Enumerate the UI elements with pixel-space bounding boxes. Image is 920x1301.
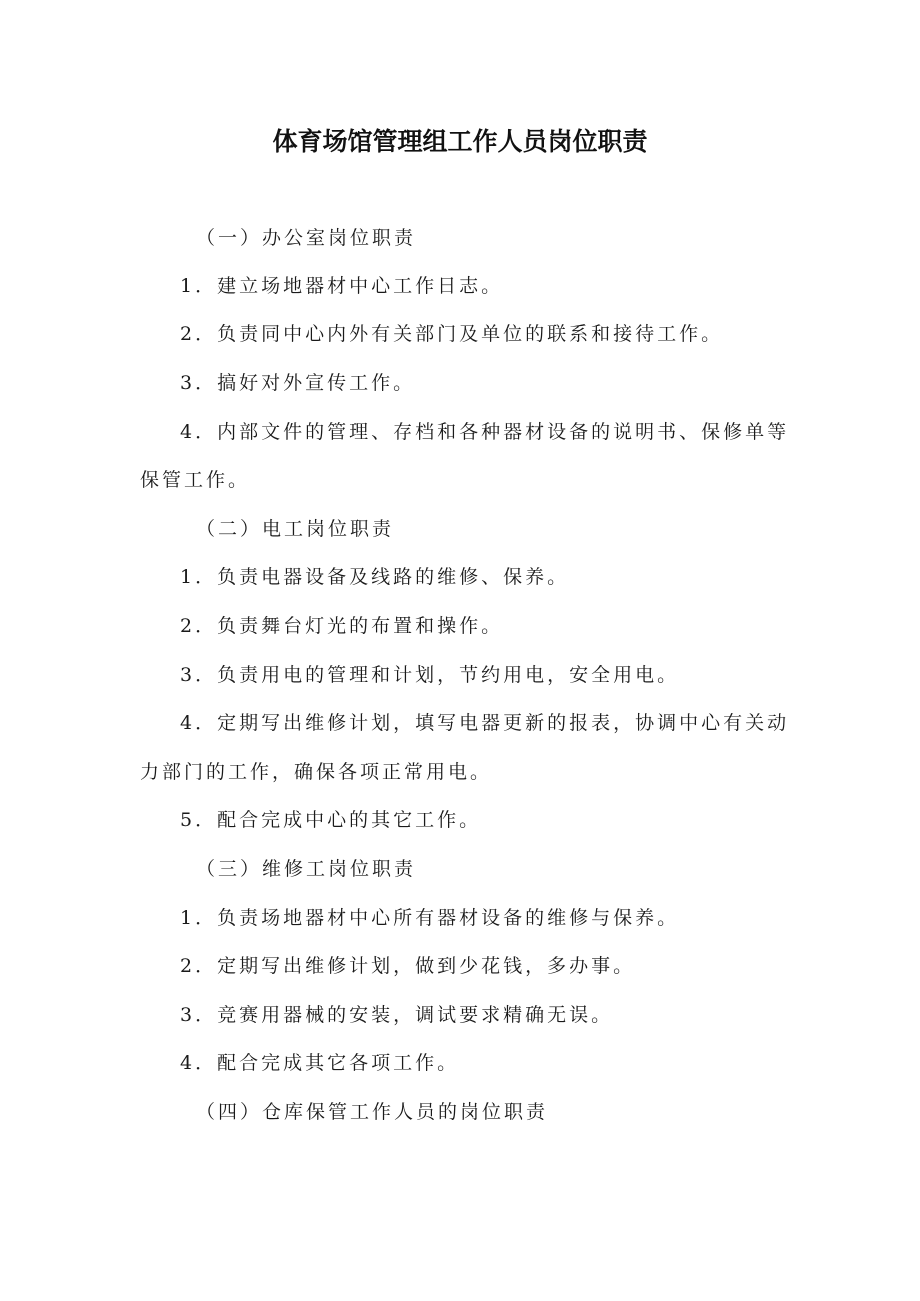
paragraph-item: 4．配合完成其它各项工作。 (180, 1052, 460, 1074)
paragraph-item: 2．负责舞台灯光的布置和操作。 (180, 615, 504, 637)
document-title: 体育场馆管理组工作人员岗位职责 (272, 127, 648, 156)
paragraph-continuation: 保管工作。 (140, 469, 251, 491)
section-heading-office: （一）办公室岗位职责 (196, 227, 417, 249)
paragraph-item: 4．内部文件的管理、存档和各种器材设备的说明书、保修单等 (180, 421, 790, 443)
paragraph-item: 2．定期写出维修计划，做到少花钱，多办事。 (180, 955, 636, 977)
paragraph-item: 3．负责用电的管理和计划，节约用电，安全用电。 (180, 664, 680, 686)
section-heading-maintenance: （三）维修工岗位职责 (196, 858, 417, 880)
paragraph-continuation: 力部门的工作，确保各项正常用电。 (140, 761, 493, 783)
section-heading-electrician: （二）电工岗位职责 (196, 518, 395, 540)
section-heading-warehouse: （四）仓库保管工作人员的岗位职责 (196, 1101, 549, 1123)
paragraph-item: 1．建立场地器材中心工作日志。 (180, 275, 504, 297)
paragraph-item: 4．定期写出维修计划，填写电器更新的报表，协调中心有关动 (180, 712, 790, 734)
paragraph-item: 5．配合完成中心的其它工作。 (180, 809, 482, 831)
paragraph-item: 2．负责同中心内外有关部门及单位的联系和接待工作。 (180, 323, 724, 345)
paragraph-item: 1．负责电器设备及线路的维修、保养。 (180, 566, 570, 588)
paragraph-item: 3．搞好对外宣传工作。 (180, 372, 416, 394)
paragraph-item: 3．竞赛用器械的安装，调试要求精确无误。 (180, 1004, 614, 1026)
paragraph-item: 1．负责场地器材中心所有器材设备的维修与保养。 (180, 907, 680, 929)
